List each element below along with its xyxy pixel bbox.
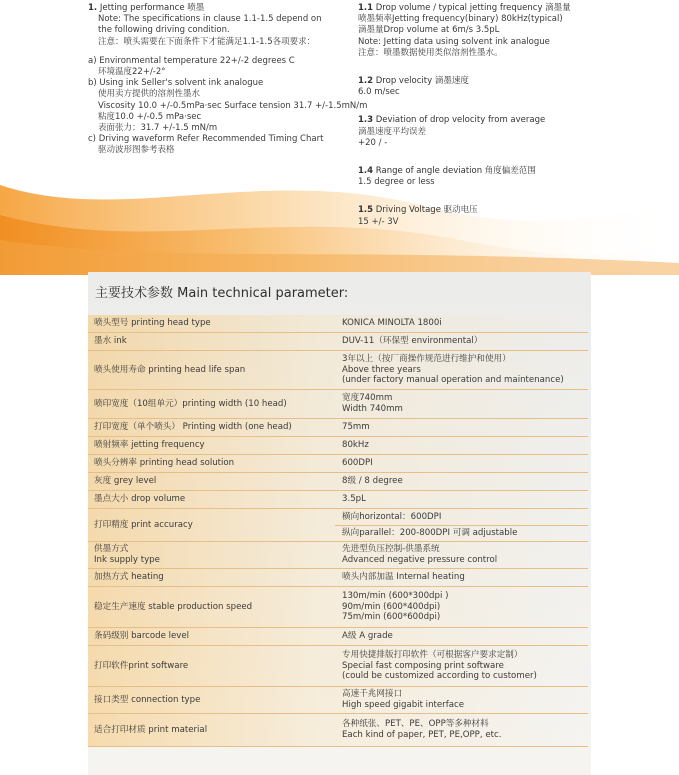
parameter-value-line: 3.5pL [342, 494, 366, 505]
parameter-value [335, 650, 588, 682]
parameter-name [88, 602, 335, 613]
item-number: 1. [88, 3, 98, 13]
spec-number: 1.5 [358, 205, 374, 216]
spec-title: Drop velocity 滴墨速度 [375, 76, 469, 87]
parameter-row [88, 628, 588, 646]
condition-line: 表面张力：31.7 +/-1.5 mN/m [98, 123, 218, 134]
parameter-name [88, 422, 335, 433]
spec-notes-section [0, 0, 679, 250]
condition-line: Environmental temperature 22+/-2 degrees C [99, 55, 295, 66]
parameter-value [335, 354, 588, 386]
spec-number: 1.2 [358, 76, 374, 87]
parameter-value-line: A级 A grade [342, 631, 393, 642]
parameter-value-line: Special fast composing print software [342, 660, 504, 671]
spec-line: 滴墨量Drop volume at 6m/s 3.5pL [358, 25, 500, 36]
parameter-row [88, 714, 588, 747]
parameter-row [88, 419, 588, 437]
parameter-row [88, 351, 588, 390]
parameter-name-line: 接口类型 connection type [94, 694, 201, 705]
parameter-name-line: 打印精度 print accuracy [94, 519, 193, 530]
parameter-row [88, 333, 588, 351]
spec-number: 1.3 [358, 115, 374, 126]
parameter-name [88, 458, 335, 469]
parameter-value-line: 130m/min (600*300dpi ) [342, 591, 449, 602]
parameter-name-line: 喷头型号 printing head type [94, 318, 211, 329]
parameter-value-line: DUV-11（环保型 environmental） [342, 336, 483, 347]
parameter-name [88, 725, 335, 736]
parameter-value-line: Each kind of paper, PET, PE,OPP, etc. [342, 730, 502, 740]
parameter-name [88, 544, 335, 565]
parameter-name-line: 加热方式 heating [94, 572, 164, 583]
jetting-performance-block [88, 3, 350, 48]
spec-line: 注意：喷墨数据使用类似溶剂性墨水。 [358, 47, 503, 58]
parameter-row [88, 437, 588, 455]
spec-title: Drop volume / typical jetting frequency 滴墨量 [375, 3, 571, 13]
spec-line: +20 / - [358, 137, 388, 148]
parameter-name-line: 打印软件print software [94, 660, 189, 671]
parameter-name [88, 399, 335, 410]
parameter-name [88, 476, 335, 487]
note-line: 注意：喷头需要在下面条件下才能满足1.1-1.5各项要求： [98, 36, 316, 47]
parameter-value [335, 422, 588, 433]
parameter-value-line: High speed gigabit interface [342, 700, 465, 710]
note-line: Note: The specifications in clause 1.1-1.5 depend on [98, 14, 322, 25]
parameter-value [335, 494, 588, 505]
spec-line: 喷墨频率Jetting frequency(binary) 80kHz(typical) [358, 14, 563, 25]
parameter-row [88, 455, 588, 473]
condition-label: c) [88, 134, 96, 145]
condition-label: a) [88, 55, 97, 66]
parameter-name-line: Ink supply type [94, 555, 160, 565]
spec-line: 滴墨速度平均误差 [358, 126, 427, 137]
parameter-value-line: 各种纸张、PET、PE、OPP等多种材料 [342, 719, 489, 730]
parameter-name-line: 打印宽度（单个喷头） Printing width (one head) [94, 422, 292, 433]
spec-1-3 [358, 115, 658, 149]
parameter-value-line: (could be customized according to customer) [342, 671, 537, 682]
parameter-row [88, 390, 588, 419]
parameter-name [88, 365, 335, 376]
spec-title: Deviation of drop velocity from average [375, 115, 546, 126]
parameter-value-line: 8级 / 8 degree [342, 476, 403, 487]
parameter-name [88, 336, 335, 347]
spec-1-5 [358, 205, 658, 227]
parameter-value-line: (under factory manual operation and maintenance) [342, 375, 564, 386]
parameter-value [335, 393, 588, 414]
condition-line: 粘度10.0 +/-0.5 mPa·sec [98, 111, 202, 122]
parameter-value [335, 689, 588, 710]
parameter-name-line: 适合打印材质 print material [94, 724, 208, 735]
parameter-value [335, 572, 588, 583]
item-title-cn: 喷墨 [187, 3, 205, 13]
parameter-value-line: 90m/min (600*400dpi) [342, 601, 441, 612]
condition-a [88, 56, 350, 78]
spec-1-2 [358, 76, 658, 98]
parameter-value-line: 75m/min (600*600dpi) [342, 612, 441, 623]
condition-line: Viscosity 10.0 +/-0.5mPa·sec Surface tension 31.7 +/-1.5mN/m [98, 100, 368, 111]
parameter-value [335, 336, 588, 347]
spec-title: Range of angle deviation 角度偏差范围 [375, 166, 536, 177]
parameter-row [88, 587, 588, 628]
parameter-value-line: 75mm [342, 422, 370, 433]
spec-title: Driving Voltage 驱动电压 [375, 205, 478, 216]
parameter-name [88, 631, 335, 642]
item-title: Jetting performance [99, 3, 185, 13]
condition-c [88, 134, 350, 156]
parameter-value [335, 544, 588, 565]
parameter-value [335, 631, 588, 642]
parameter-name [88, 661, 335, 672]
parameter-name [88, 572, 335, 583]
condition-line: Using ink Seller's solvent ink analogue [99, 78, 264, 89]
spec-line: 6.0 m/sec [358, 87, 400, 98]
parameter-value [335, 510, 588, 541]
parameter-name-line: 喷头分辨率 printing head solution [94, 458, 235, 469]
parameter-value-line: Above three years [342, 364, 421, 375]
parameter-row [88, 315, 588, 333]
condition-line: Driving waveform Refer Recommended Timing Chart [98, 134, 324, 145]
parameter-value-line: 高速千兆网接口 [342, 689, 403, 700]
condition-label: b) [88, 78, 97, 89]
parameter-row [88, 473, 588, 491]
parameter-name-line: 灰度 grey level [94, 476, 157, 487]
parameter-value-line: 600DPI [342, 458, 373, 469]
parameter-name-line: 稳定生产速度 stable production speed [94, 601, 253, 612]
parameter-row [88, 491, 588, 509]
panel-title: 主要技术参数 Main technical parameter: [95, 286, 349, 301]
note-line: the following driving condition. [98, 25, 230, 36]
spec-line: 1.5 degree or less [358, 177, 435, 188]
parameter-name-line: 喷印宽度（10组单元）printing width (10 head) [94, 398, 287, 409]
spec-line: Note: Jetting data using solvent ink analogue [358, 36, 550, 47]
parameter-value [335, 591, 588, 623]
parameter-name [88, 494, 335, 505]
parameter-value-line: 专用快捷排版打印软件（可根据客户要求定制） [342, 650, 523, 661]
parameter-table [88, 315, 588, 747]
parameter-value-line: Advanced negative pressure control [342, 555, 498, 565]
parameter-name-line: 墨点大小 drop volume [94, 494, 186, 505]
parameter-value [335, 458, 588, 469]
parameter-value-line: 纵向parallel：200-800DPI 可调 adjustable [335, 525, 588, 541]
spec-line: 15 +/- 3V [358, 216, 399, 227]
parameter-name [88, 318, 335, 329]
parameter-value-line: 3年以上（按厂商操作规范进行维护和使用） [342, 354, 511, 365]
parameter-value-line: KONICA MINOLTA 1800i [342, 318, 442, 329]
parameter-name [88, 440, 335, 451]
parameter-name-line: 墨水 ink [94, 336, 127, 347]
parameter-name-line: 条码级别 barcode level [94, 631, 190, 642]
spec-1-4 [358, 166, 658, 188]
spec-1-1 [358, 3, 658, 59]
parameter-name-line: 喷头使用寿命 printing head life span [94, 364, 246, 375]
parameter-value-line: 先进型负压控制-供墨系统 [342, 544, 440, 555]
spec-number: 1.1 [358, 3, 374, 13]
parameter-value-line: 宽度740mm [342, 393, 393, 404]
condition-line: 使用卖方提供的溶剂性墨水 [98, 89, 201, 100]
parameter-name-line: 喷射频率 jetting frequency [94, 440, 205, 451]
parameter-name-line: 供墨方式 [94, 544, 129, 555]
parameter-name [88, 520, 335, 531]
parameter-value-line: 喷头内部加温 Internal heating [342, 572, 465, 583]
parameter-value [335, 476, 588, 487]
parameter-row [88, 569, 588, 587]
spec-number: 1.4 [358, 166, 374, 177]
parameter-row [88, 509, 588, 542]
parameter-value [335, 440, 588, 451]
parameter-value [335, 318, 588, 329]
parameter-row [88, 542, 588, 569]
parameter-row [88, 687, 588, 714]
right-spec-column [358, 3, 658, 236]
parameter-value-line: 80kHz [342, 440, 369, 451]
parameter-value [335, 719, 588, 740]
parameter-value-line: Width 740mm [342, 404, 403, 414]
condition-line: 环境温度22+/-2° [98, 67, 166, 78]
parameter-name [88, 695, 335, 706]
parameter-row [88, 646, 588, 687]
condition-line: 驱动波形图参考表格 [98, 145, 175, 156]
parameter-value-line: 横向horizontal：600DPI [342, 511, 442, 522]
